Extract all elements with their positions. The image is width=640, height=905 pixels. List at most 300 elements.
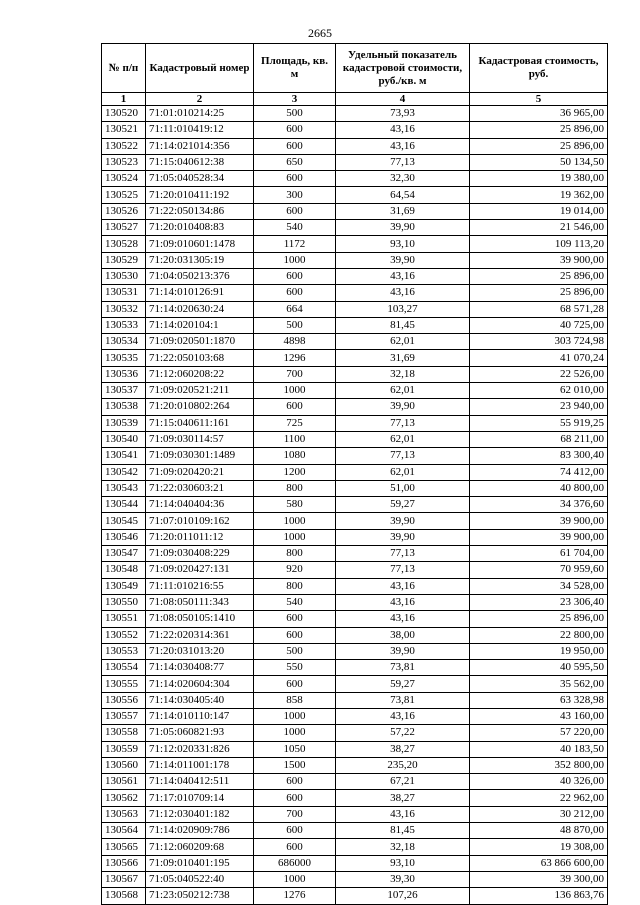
- area-cell: 600: [254, 790, 336, 806]
- cadastral-cost-cell: 63 866 600,00: [470, 855, 608, 871]
- area-cell: 1000: [254, 871, 336, 887]
- cadastral-number-cell: 71:05:060821:93: [146, 725, 254, 741]
- table-row: [102, 855, 608, 871]
- cadastral-number-cell: 71:14:010126:91: [146, 285, 254, 301]
- area-cell: 858: [254, 692, 336, 708]
- row-number-cell: 130523: [102, 154, 146, 170]
- row-number-cell: 130541: [102, 448, 146, 464]
- row-number-cell: 130548: [102, 562, 146, 578]
- row-number-cell: 130545: [102, 513, 146, 529]
- cadastral-number-cell: 71:04:050213:376: [146, 268, 254, 284]
- row-number-cell: 130564: [102, 823, 146, 839]
- cadastral-number-cell: 71:14:021014:356: [146, 138, 254, 154]
- unit-value-cell: 39,90: [336, 513, 470, 529]
- row-number-cell: 130542: [102, 464, 146, 480]
- cadastral-cost-cell: 25 896,00: [470, 285, 608, 301]
- unit-value-cell: 39,90: [336, 220, 470, 236]
- cadastral-cost-cell: 43 160,00: [470, 708, 608, 724]
- unit-value-cell: 93,10: [336, 236, 470, 252]
- unit-value-cell: 235,20: [336, 757, 470, 773]
- row-number-cell: 130521: [102, 122, 146, 138]
- cadastral-cost-cell: 55 919,25: [470, 415, 608, 431]
- cadastral-number-cell: 71:14:040404:36: [146, 497, 254, 513]
- area-cell: 1000: [254, 383, 336, 399]
- cadastral-number-cell: 71:09:030408:229: [146, 546, 254, 562]
- row-number-cell: 130524: [102, 171, 146, 187]
- cadastral-number-cell: 71:14:010110:147: [146, 708, 254, 724]
- unit-value-cell: 81,45: [336, 317, 470, 333]
- cadastral-number-cell: 71:20:010802:264: [146, 399, 254, 415]
- area-cell: 700: [254, 806, 336, 822]
- area-cell: 800: [254, 578, 336, 594]
- header-area: Площадь, кв. м: [254, 44, 336, 93]
- cadastral-number-cell: 71:14:020909:786: [146, 823, 254, 839]
- table-row: [102, 888, 608, 904]
- cadastral-cost-cell: 40 725,00: [470, 317, 608, 333]
- row-number-cell: 130549: [102, 578, 146, 594]
- unit-value-cell: 62,01: [336, 464, 470, 480]
- cadastral-number-cell: 71:23:050212:738: [146, 888, 254, 904]
- cadastral-cost-cell: 48 870,00: [470, 823, 608, 839]
- table-row: [102, 334, 608, 350]
- row-number-cell: 130559: [102, 741, 146, 757]
- unit-value-cell: 43,16: [336, 138, 470, 154]
- cadastral-number-cell: 71:14:020604:304: [146, 676, 254, 692]
- cadastral-cost-cell: 68 211,00: [470, 431, 608, 447]
- table-row: [102, 350, 608, 366]
- page-number: 2665: [308, 26, 332, 40]
- table-row: [102, 513, 608, 529]
- table-row: [102, 285, 608, 301]
- row-number-cell: 130547: [102, 546, 146, 562]
- area-cell: 1000: [254, 529, 336, 545]
- cadastral-cost-cell: 35 562,00: [470, 676, 608, 692]
- row-number-cell: 130520: [102, 106, 146, 122]
- area-cell: 500: [254, 643, 336, 659]
- table-row: [102, 774, 608, 790]
- row-number-cell: 130535: [102, 350, 146, 366]
- unit-value-cell: 57,22: [336, 725, 470, 741]
- unit-value-cell: 73,81: [336, 692, 470, 708]
- cadastral-cost-cell: 40 800,00: [470, 480, 608, 496]
- row-number-cell: 130551: [102, 611, 146, 627]
- unit-value-cell: 32,30: [336, 171, 470, 187]
- area-cell: 550: [254, 660, 336, 676]
- cadastral-cost-cell: 40 326,00: [470, 774, 608, 790]
- table-row: [102, 578, 608, 594]
- cadastral-cost-cell: 25 896,00: [470, 138, 608, 154]
- unit-value-cell: 38,27: [336, 741, 470, 757]
- cadastral-number-cell: 71:17:010709:14: [146, 790, 254, 806]
- unit-value-cell: 31,69: [336, 350, 470, 366]
- cadastral-cost-cell: 23 306,40: [470, 594, 608, 610]
- row-number-cell: 130529: [102, 252, 146, 268]
- unit-value-cell: 38,00: [336, 627, 470, 643]
- row-number-cell: 130540: [102, 431, 146, 447]
- unit-value-cell: 39,90: [336, 643, 470, 659]
- unit-value-cell: 43,16: [336, 122, 470, 138]
- area-cell: 600: [254, 122, 336, 138]
- header-unit-value: Удельный показатель кадастровой стоимости, руб./кв. м: [336, 44, 470, 93]
- cadastral-cost-cell: 19 308,00: [470, 839, 608, 855]
- row-number-cell: 130550: [102, 594, 146, 610]
- row-number-cell: 130552: [102, 627, 146, 643]
- cadastral-cost-cell: 74 412,00: [470, 464, 608, 480]
- cadastral-cost-cell: 70 959,60: [470, 562, 608, 578]
- table-row: [102, 203, 608, 219]
- cadastral-number-cell: 71:11:010419:12: [146, 122, 254, 138]
- cadastral-number-cell: 71:08:050111:343: [146, 594, 254, 610]
- table-row: [102, 301, 608, 317]
- cadastral-cost-cell: 22 526,00: [470, 366, 608, 382]
- area-cell: 800: [254, 546, 336, 562]
- cadastral-cost-cell: 25 896,00: [470, 268, 608, 284]
- area-cell: 1000: [254, 252, 336, 268]
- row-number-cell: 130533: [102, 317, 146, 333]
- row-number-cell: 130532: [102, 301, 146, 317]
- area-cell: 600: [254, 823, 336, 839]
- unit-value-cell: 39,90: [336, 529, 470, 545]
- column-number: 1: [102, 93, 146, 106]
- area-cell: 600: [254, 399, 336, 415]
- cadastral-number-cell: 71:05:040528:34: [146, 171, 254, 187]
- cadastral-number-cell: 71:08:050105:1410: [146, 611, 254, 627]
- table-row: [102, 268, 608, 284]
- table-row: [102, 480, 608, 496]
- table-row: [102, 529, 608, 545]
- row-number-cell: 130537: [102, 383, 146, 399]
- cadastral-cost-cell: 50 134,50: [470, 154, 608, 170]
- cadastral-number-cell: 71:20:010411:192: [146, 187, 254, 203]
- table-row: [102, 741, 608, 757]
- area-cell: 1200: [254, 464, 336, 480]
- cadastral-cost-cell: 22 962,00: [470, 790, 608, 806]
- cadastral-number-cell: 71:14:030405:40: [146, 692, 254, 708]
- area-cell: 540: [254, 594, 336, 610]
- header-cadastral-number: Кадастровый номер: [146, 44, 254, 93]
- area-cell: 800: [254, 480, 336, 496]
- cadastral-number-cell: 71:01:010214:25: [146, 106, 254, 122]
- area-cell: 1276: [254, 888, 336, 904]
- unit-value-cell: 77,13: [336, 415, 470, 431]
- table-row: [102, 660, 608, 676]
- cadastral-cost-cell: 68 571,28: [470, 301, 608, 317]
- cadastral-cost-cell: 57 220,00: [470, 725, 608, 741]
- row-number-cell: 130546: [102, 529, 146, 545]
- table-row: [102, 106, 608, 122]
- unit-value-cell: 43,16: [336, 708, 470, 724]
- cadastral-cost-cell: 136 863,76: [470, 888, 608, 904]
- row-number-cell: 130528: [102, 236, 146, 252]
- cadastral-number-cell: 71:20:031305:19: [146, 252, 254, 268]
- row-number-cell: 130558: [102, 725, 146, 741]
- cadastral-cost-cell: 39 300,00: [470, 871, 608, 887]
- area-cell: 600: [254, 171, 336, 187]
- cadastral-number-cell: 71:09:030301:1489: [146, 448, 254, 464]
- area-cell: 600: [254, 839, 336, 855]
- cadastral-number-cell: 71:12:020331:826: [146, 741, 254, 757]
- cadastral-cost-cell: 25 896,00: [470, 611, 608, 627]
- cadastral-cost-cell: 40 595,50: [470, 660, 608, 676]
- row-number-cell: 130543: [102, 480, 146, 496]
- row-number-cell: 130561: [102, 774, 146, 790]
- area-cell: 700: [254, 366, 336, 382]
- unit-value-cell: 64,54: [336, 187, 470, 203]
- row-number-cell: 130544: [102, 497, 146, 513]
- table-row: [102, 448, 608, 464]
- cadastral-number-cell: 71:22:050134:86: [146, 203, 254, 219]
- unit-value-cell: 59,27: [336, 676, 470, 692]
- cadastral-cost-cell: 23 940,00: [470, 399, 608, 415]
- row-number-cell: 130534: [102, 334, 146, 350]
- table-row: [102, 708, 608, 724]
- area-cell: 1000: [254, 708, 336, 724]
- table-row: [102, 757, 608, 773]
- unit-value-cell: 43,16: [336, 594, 470, 610]
- cadastral-number-cell: 71:09:010601:1478: [146, 236, 254, 252]
- table-row: [102, 138, 608, 154]
- area-cell: 1050: [254, 741, 336, 757]
- unit-value-cell: 77,13: [336, 448, 470, 464]
- cadastral-number-cell: 71:22:030603:21: [146, 480, 254, 496]
- unit-value-cell: 32,18: [336, 839, 470, 855]
- row-number-cell: 130567: [102, 871, 146, 887]
- area-cell: 686000: [254, 855, 336, 871]
- cadastral-number-cell: 71:09:010401:195: [146, 855, 254, 871]
- row-number-cell: 130560: [102, 757, 146, 773]
- cadastral-cost-cell: 19 014,00: [470, 203, 608, 219]
- cadastral-cost-cell: 39 900,00: [470, 513, 608, 529]
- table-row: [102, 154, 608, 170]
- cadastral-cost-cell: 21 546,00: [470, 220, 608, 236]
- row-number-cell: 130562: [102, 790, 146, 806]
- row-number-cell: 130565: [102, 839, 146, 855]
- unit-value-cell: 107,26: [336, 888, 470, 904]
- table-body: [102, 106, 608, 905]
- unit-value-cell: 77,13: [336, 562, 470, 578]
- row-number-cell: 130525: [102, 187, 146, 203]
- table-row: [102, 806, 608, 822]
- table-row: [102, 676, 608, 692]
- cadastral-cost-cell: 36 965,00: [470, 106, 608, 122]
- row-number-cell: 130522: [102, 138, 146, 154]
- unit-value-cell: 73,81: [336, 660, 470, 676]
- area-cell: 1500: [254, 757, 336, 773]
- cadastral-number-cell: 71:14:020630:24: [146, 301, 254, 317]
- cadastral-number-cell: 71:09:020521:211: [146, 383, 254, 399]
- cadastral-number-cell: 71:09:030114:57: [146, 431, 254, 447]
- column-number-row: [102, 93, 608, 106]
- row-number-cell: 130568: [102, 888, 146, 904]
- column-number: 4: [336, 93, 470, 106]
- table-row: [102, 464, 608, 480]
- cadastral-number-cell: 71:09:020427:131: [146, 562, 254, 578]
- area-cell: 664: [254, 301, 336, 317]
- row-number-cell: 130553: [102, 643, 146, 659]
- cadastral-number-cell: 71:20:031013:20: [146, 643, 254, 659]
- row-number-cell: 130526: [102, 203, 146, 219]
- row-number-cell: 130557: [102, 708, 146, 724]
- cadastral-cost-cell: 41 070,24: [470, 350, 608, 366]
- cadastral-number-cell: 71:12:060209:68: [146, 839, 254, 855]
- area-cell: 1000: [254, 725, 336, 741]
- unit-value-cell: 43,16: [336, 268, 470, 284]
- cadastral-cost-cell: 19 950,00: [470, 643, 608, 659]
- area-cell: 1080: [254, 448, 336, 464]
- area-cell: 580: [254, 497, 336, 513]
- row-number-cell: 130555: [102, 676, 146, 692]
- cadastral-number-cell: 71:15:040612:38: [146, 154, 254, 170]
- cadastral-number-cell: 71:09:020420:21: [146, 464, 254, 480]
- table-row: [102, 823, 608, 839]
- cadastral-number-cell: 71:14:040412:511: [146, 774, 254, 790]
- cadastral-number-cell: 71:14:030408:77: [146, 660, 254, 676]
- row-number-cell: 130531: [102, 285, 146, 301]
- table-row: [102, 383, 608, 399]
- area-cell: 1100: [254, 431, 336, 447]
- cadastral-cost-cell: 34 376,60: [470, 497, 608, 513]
- unit-value-cell: 77,13: [336, 154, 470, 170]
- header-cadastral-cost: Кадастровая стоимость, руб.: [470, 44, 608, 93]
- table-row: [102, 871, 608, 887]
- area-cell: 500: [254, 106, 336, 122]
- unit-value-cell: 103,27: [336, 301, 470, 317]
- cadastral-number-cell: 71:22:050103:68: [146, 350, 254, 366]
- area-cell: 1000: [254, 513, 336, 529]
- unit-value-cell: 62,01: [336, 334, 470, 350]
- unit-value-cell: 39,90: [336, 252, 470, 268]
- unit-value-cell: 31,69: [336, 203, 470, 219]
- header-row-number: № п/п: [102, 44, 146, 93]
- table-row: [102, 236, 608, 252]
- table-row: [102, 317, 608, 333]
- cadastral-cost-cell: 352 800,00: [470, 757, 608, 773]
- area-cell: 500: [254, 317, 336, 333]
- table-row: [102, 562, 608, 578]
- area-cell: 600: [254, 627, 336, 643]
- row-number-cell: 130538: [102, 399, 146, 415]
- unit-value-cell: 67,21: [336, 774, 470, 790]
- area-cell: 300: [254, 187, 336, 203]
- column-number: 5: [470, 93, 608, 106]
- table-row: [102, 431, 608, 447]
- row-number-cell: 130554: [102, 660, 146, 676]
- cadastral-cost-cell: 19 362,00: [470, 187, 608, 203]
- cadastral-cost-cell: 63 328,98: [470, 692, 608, 708]
- row-number-cell: 130536: [102, 366, 146, 382]
- cadastral-number-cell: 71:14:020104:1: [146, 317, 254, 333]
- unit-value-cell: 62,01: [336, 383, 470, 399]
- row-number-cell: 130530: [102, 268, 146, 284]
- cadastral-cost-cell: 303 724,98: [470, 334, 608, 350]
- cadastral-cost-cell: 62 010,00: [470, 383, 608, 399]
- unit-value-cell: 39,30: [336, 871, 470, 887]
- cadastral-number-cell: 71:22:020314:361: [146, 627, 254, 643]
- table-row: [102, 171, 608, 187]
- unit-value-cell: 62,01: [336, 431, 470, 447]
- area-cell: 600: [254, 138, 336, 154]
- table-row: [102, 122, 608, 138]
- cadastral-cost-cell: 39 900,00: [470, 252, 608, 268]
- table-row: [102, 627, 608, 643]
- area-cell: 600: [254, 285, 336, 301]
- cadastral-cost-cell: 19 380,00: [470, 171, 608, 187]
- table-row: [102, 220, 608, 236]
- table-row: [102, 839, 608, 855]
- row-number-cell: 130563: [102, 806, 146, 822]
- unit-value-cell: 43,16: [336, 611, 470, 627]
- unit-value-cell: 77,13: [336, 546, 470, 562]
- table-row: [102, 546, 608, 562]
- unit-value-cell: 59,27: [336, 497, 470, 513]
- area-cell: 600: [254, 774, 336, 790]
- unit-value-cell: 43,16: [336, 578, 470, 594]
- table-row: [102, 497, 608, 513]
- unit-value-cell: 51,00: [336, 480, 470, 496]
- unit-value-cell: 39,90: [336, 399, 470, 415]
- area-cell: 540: [254, 220, 336, 236]
- cadastral-number-cell: 71:12:060208:22: [146, 366, 254, 382]
- area-cell: 600: [254, 676, 336, 692]
- unit-value-cell: 43,16: [336, 806, 470, 822]
- table-row: [102, 399, 608, 415]
- cadastral-value-table: [101, 43, 608, 905]
- cadastral-cost-cell: 83 300,40: [470, 448, 608, 464]
- area-cell: 725: [254, 415, 336, 431]
- area-cell: 4898: [254, 334, 336, 350]
- unit-value-cell: 43,16: [336, 285, 470, 301]
- cadastral-number-cell: 71:07:010109:162: [146, 513, 254, 529]
- area-cell: 600: [254, 268, 336, 284]
- area-cell: 650: [254, 154, 336, 170]
- cadastral-cost-cell: 39 900,00: [470, 529, 608, 545]
- cadastral-cost-cell: 34 528,00: [470, 578, 608, 594]
- cadastral-number-cell: 71:12:030401:182: [146, 806, 254, 822]
- cadastral-cost-cell: 22 800,00: [470, 627, 608, 643]
- table-row: [102, 692, 608, 708]
- column-number: 3: [254, 93, 336, 106]
- area-cell: 600: [254, 203, 336, 219]
- row-number-cell: 130527: [102, 220, 146, 236]
- cadastral-number-cell: 71:11:010216:55: [146, 578, 254, 594]
- column-number: 2: [146, 93, 254, 106]
- cadastral-cost-cell: 25 896,00: [470, 122, 608, 138]
- cadastral-number-cell: 71:20:010408:83: [146, 220, 254, 236]
- row-number-cell: 130556: [102, 692, 146, 708]
- area-cell: 1296: [254, 350, 336, 366]
- cadastral-cost-cell: 40 183,50: [470, 741, 608, 757]
- table-row: [102, 725, 608, 741]
- cadastral-number-cell: 71:05:040522:40: [146, 871, 254, 887]
- table-row: [102, 252, 608, 268]
- cadastral-cost-cell: 61 704,00: [470, 546, 608, 562]
- table-row: [102, 594, 608, 610]
- table-header-row: [102, 44, 608, 93]
- area-cell: 600: [254, 611, 336, 627]
- unit-value-cell: 81,45: [336, 823, 470, 839]
- row-number-cell: 130566: [102, 855, 146, 871]
- table-row: [102, 366, 608, 382]
- cadastral-number-cell: 71:15:040611:161: [146, 415, 254, 431]
- cadastral-number-cell: 71:09:020501:1870: [146, 334, 254, 350]
- cadastral-cost-cell: 109 113,20: [470, 236, 608, 252]
- area-cell: 920: [254, 562, 336, 578]
- area-cell: 1172: [254, 236, 336, 252]
- unit-value-cell: 73,93: [336, 106, 470, 122]
- cadastral-number-cell: 71:14:011001:178: [146, 757, 254, 773]
- table-row: [102, 643, 608, 659]
- unit-value-cell: 93,10: [336, 855, 470, 871]
